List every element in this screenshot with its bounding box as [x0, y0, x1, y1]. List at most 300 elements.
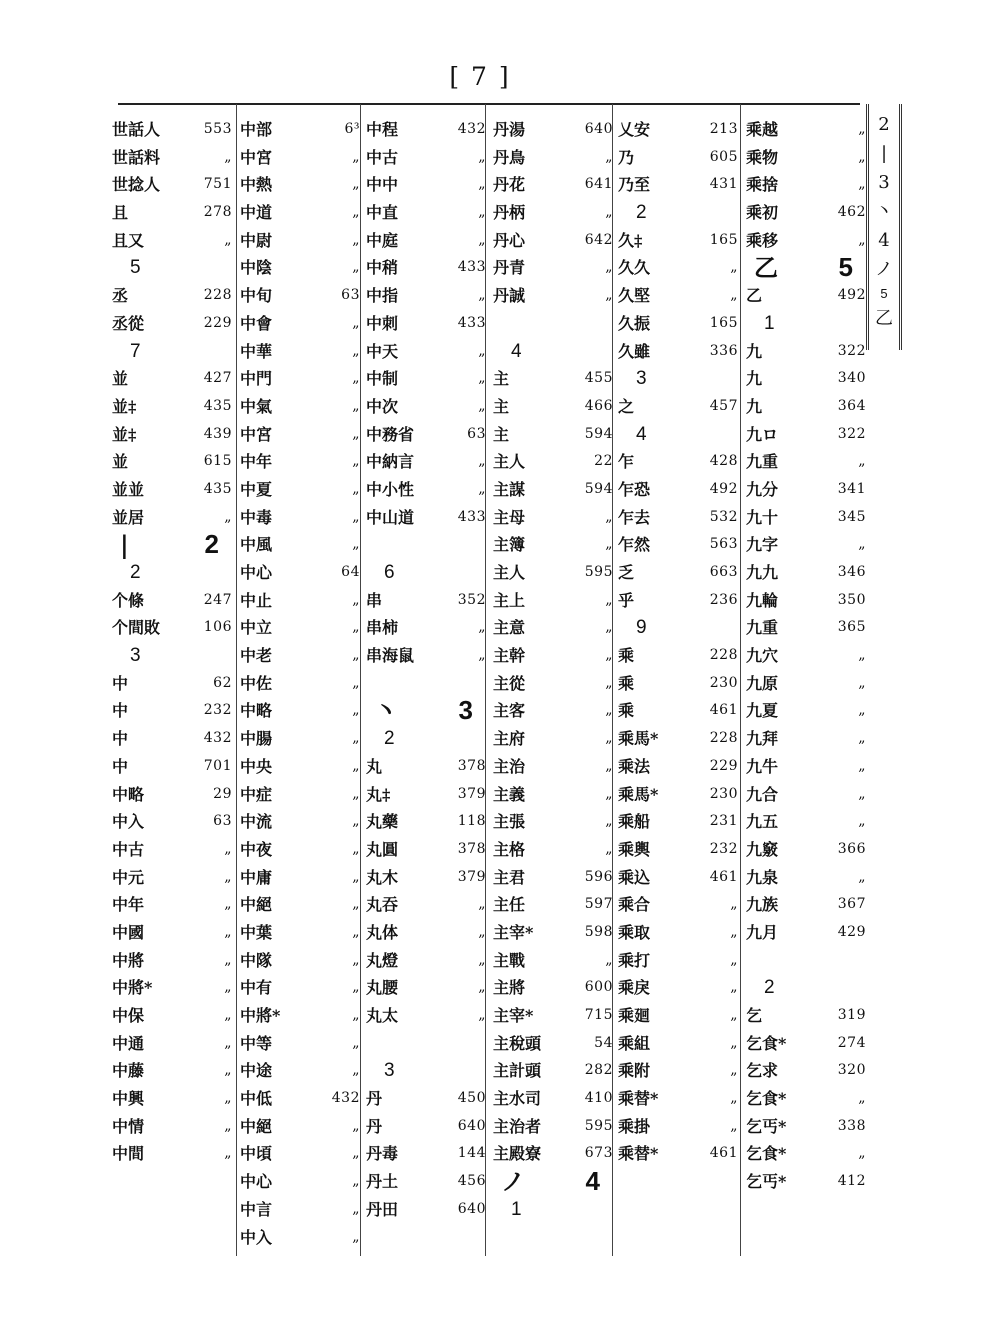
entry-word: 九族	[746, 895, 779, 915]
entry-word: 乘廻	[618, 1006, 651, 1025]
entry-page: „	[352, 1173, 360, 1190]
entry-page: „	[858, 231, 866, 248]
entry-page: 429	[837, 923, 866, 940]
entry-page: 228	[709, 647, 738, 664]
entry-page: 229	[203, 314, 232, 331]
entry-page: „	[352, 1034, 360, 1051]
entry-page: „	[224, 951, 232, 968]
entry-page: „	[352, 425, 360, 442]
entry-word: 九拜	[746, 729, 779, 749]
entry-word: 九分	[746, 479, 779, 499]
entry-page: 640	[457, 1200, 486, 1217]
entry-word: 个條	[112, 590, 145, 610]
entry-word: 中納言	[366, 452, 415, 472]
entry-word: 丹毒	[366, 1144, 399, 1164]
entry-word: 乞食*	[746, 1033, 787, 1053]
entry-word: 主將	[493, 978, 526, 998]
entry-word: 中情	[112, 1116, 145, 1136]
entry-page: 640	[457, 1117, 486, 1134]
entry-page: „	[478, 923, 486, 940]
entry-word: 中道	[240, 203, 273, 223]
entry-word: 乘附	[618, 1061, 651, 1081]
entry-word: 並	[112, 369, 129, 389]
entry-page: „	[352, 702, 360, 719]
entry-word: 之	[618, 396, 635, 416]
entry-word: 丹	[366, 1116, 383, 1136]
entry-page: 428	[709, 453, 738, 470]
entry-word: 丹柄	[493, 203, 526, 223]
entry-page: „	[605, 204, 613, 221]
entry-page: „	[605, 259, 613, 276]
side-index-item: 3	[878, 172, 890, 193]
entry-page: 615	[203, 453, 232, 470]
entry-word: 1	[511, 1198, 522, 1220]
entry-word: 乘打	[618, 950, 651, 970]
entry-word: 主人	[493, 452, 526, 472]
entry-word: 2	[130, 562, 141, 583]
entry-page: „	[730, 923, 738, 940]
entry-page: 144	[457, 1145, 486, 1162]
entry-word: 中毒	[240, 507, 273, 527]
entry-word: 2	[764, 977, 775, 999]
entry-word: 乘	[618, 701, 635, 721]
entry-word: 中夜	[240, 839, 273, 859]
entry-word: 主上	[493, 590, 526, 610]
entry-page: „	[730, 259, 738, 276]
entry-word: 主宰*	[493, 1006, 534, 1025]
entry-page: 435	[203, 480, 232, 497]
entry-word: 中宮	[240, 147, 273, 167]
entry-page: „	[858, 647, 866, 664]
entry-word: 中心	[240, 563, 273, 582]
entry-word: 中門	[240, 369, 273, 389]
entry-word: 乘合	[618, 895, 651, 915]
entry-page: 433	[457, 259, 486, 276]
entry-page: 320	[837, 1062, 866, 1079]
entry-word: 5	[130, 257, 141, 279]
entry-word: 中途	[240, 1061, 273, 1081]
entry-word: 主計頭	[493, 1061, 542, 1081]
entry-word: 主戰	[493, 950, 526, 970]
entry-word: 主人	[493, 563, 526, 582]
entry-word: 中藤	[112, 1061, 145, 1081]
entry-word: 中直	[366, 203, 399, 223]
entry-page: 54	[594, 1034, 613, 1051]
entry-word: 主格	[493, 839, 526, 859]
entry-word: 丸腰	[366, 978, 399, 998]
entry-page: 340	[837, 370, 866, 387]
entry-page: „	[730, 979, 738, 996]
entry-word: 中山道	[366, 507, 415, 527]
entry-word: 乘込	[618, 867, 651, 887]
entry-word: 主君	[493, 867, 526, 887]
entry-page: 247	[203, 591, 232, 608]
entry-word: 九十	[746, 507, 779, 527]
entry-word: 7	[130, 340, 141, 362]
entry-page: „	[352, 204, 360, 221]
entry-word: 九輪	[746, 590, 779, 610]
radical-index-tab	[866, 104, 902, 350]
entry-page: 365	[837, 619, 866, 636]
entry-page: 640	[584, 121, 613, 137]
entry-word: 乎	[618, 590, 635, 610]
entry-page: 461	[709, 1145, 738, 1162]
entry-page: „	[352, 370, 360, 387]
entry-page: 553	[203, 121, 232, 137]
entry-page: 595	[584, 564, 613, 580]
entry-word: 主治	[493, 756, 526, 776]
entry-word: 中會	[240, 313, 273, 333]
entry-word: 中絕	[240, 1116, 273, 1136]
entry-word: 6	[384, 562, 395, 583]
entry-page: 432	[331, 1090, 360, 1107]
entry-word: 且	[112, 203, 129, 223]
entry-word: 九合	[746, 784, 779, 804]
entry-word: 丸体	[366, 922, 399, 942]
entry-page: „	[224, 1145, 232, 1162]
entry-page: „	[352, 785, 360, 802]
entry-page: „	[224, 840, 232, 857]
side-index-item: 4	[878, 230, 890, 251]
entry-word: 中庭	[366, 230, 399, 250]
entry-word: 中程	[366, 120, 399, 139]
entry-word: 主治者	[493, 1116, 542, 1136]
entry-page: „	[858, 785, 866, 802]
entry-page: 439	[203, 425, 232, 442]
entry-page: 492	[709, 480, 738, 497]
entry-page: „	[352, 259, 360, 276]
entry-word: 丹田	[366, 1199, 399, 1219]
entry-word: 乍去	[618, 507, 651, 527]
entry-page: „	[352, 730, 360, 747]
entry-page: „	[352, 1062, 360, 1079]
entry-page: „	[352, 453, 360, 470]
entry-page: „	[352, 896, 360, 913]
entry-page: „	[858, 868, 866, 885]
side-index-item: 5	[880, 286, 888, 301]
entry-word: 乂安	[618, 120, 651, 139]
entry-word: 乘船	[618, 812, 651, 832]
entry-word: 丹心	[493, 230, 526, 250]
entry-word: 乘馬*	[618, 729, 659, 749]
entry-page: „	[730, 896, 738, 913]
radical-glyph: |	[120, 530, 129, 560]
entry-word: 丞從	[112, 313, 145, 333]
entry-word: 並‡	[112, 424, 137, 444]
entry-page: „	[605, 674, 613, 691]
entry-word: 丸太	[366, 1006, 399, 1025]
radical-glyph: ノ	[501, 1167, 525, 1197]
entry-word: 中興	[112, 1089, 145, 1109]
entry-page: „	[352, 619, 360, 636]
entry-page: „	[605, 148, 613, 165]
entry-page: 213	[709, 121, 738, 137]
entry-word: 中症	[240, 784, 273, 804]
entry-page: 345	[837, 508, 866, 525]
entry-page: „	[224, 923, 232, 940]
entry-word: 且又	[112, 230, 145, 250]
entry-page: „	[352, 1228, 360, 1245]
entry-page: 532	[709, 508, 738, 525]
entry-page: „	[224, 1034, 232, 1051]
entry-word: 主稅頭	[493, 1033, 542, 1053]
entry-word: 乘	[618, 673, 635, 693]
entry-page: „	[605, 702, 613, 719]
entry-word: 世話人	[112, 120, 161, 139]
entry-page: „	[605, 647, 613, 664]
entry-page: 165	[709, 231, 738, 248]
entry-word: 主張	[493, 812, 526, 832]
entry-page: „	[352, 647, 360, 664]
entry-word: 乘物	[746, 147, 779, 167]
entry-word: 中將*	[112, 978, 153, 998]
entry-word: 乘輿	[618, 839, 651, 859]
entry-word: 中部	[240, 120, 273, 139]
entry-word: 乘替*	[618, 1089, 659, 1109]
entry-word: 主宰*	[493, 922, 534, 942]
entry-page: 63	[341, 287, 360, 304]
side-index-item: 2	[878, 114, 890, 135]
entry-word: 世捻人	[112, 175, 161, 195]
entry-page: 641	[584, 176, 613, 193]
entry-page: „	[730, 1034, 738, 1051]
entry-page: „	[605, 951, 613, 968]
entry-word: 丸吞	[366, 895, 399, 915]
entry-word: 九竅	[746, 839, 779, 859]
entry-word: 主簿	[493, 535, 526, 555]
entry-word: 中庸	[240, 867, 273, 887]
entry-word: 主幹	[493, 646, 526, 666]
radical-glyph: 乙	[754, 253, 778, 283]
entry-word: 乞食*	[746, 1144, 787, 1164]
entry-page: „	[352, 923, 360, 940]
entry-word: 中天	[366, 341, 399, 361]
entry-word: 主	[493, 424, 510, 444]
entry-page: „	[352, 813, 360, 830]
entry-word: 主意	[493, 618, 526, 638]
entry-page: 63	[213, 813, 232, 830]
entry-page: „	[730, 951, 738, 968]
entry-word: 个間敗	[112, 618, 161, 638]
entry-page: 336	[709, 342, 738, 359]
entry-word: 主殿寮	[493, 1144, 542, 1164]
entry-page: „	[858, 730, 866, 747]
entry-page: 62	[213, 674, 232, 691]
entry-word: 3	[130, 645, 141, 667]
entry-page: „	[224, 868, 232, 885]
entry-word: 乘初	[746, 203, 779, 223]
entry-page: 232	[709, 840, 738, 857]
entry-page: „	[605, 287, 613, 304]
column-divider	[360, 104, 361, 1256]
entry-page: „	[352, 868, 360, 885]
entry-page: „	[605, 840, 613, 857]
entry-word: 主任	[493, 895, 526, 915]
entry-word: 中立	[240, 618, 273, 638]
entry-page: 232	[203, 702, 232, 719]
entry-page: 597	[584, 896, 613, 913]
entry-page: „	[858, 148, 866, 165]
entry-word: 久久	[618, 258, 651, 278]
entry-page: „	[605, 619, 613, 636]
entry-word: 乘戾	[618, 978, 651, 998]
entry-word: 3	[384, 1060, 395, 1082]
entry-word: 乍然	[618, 535, 651, 555]
entry-page: 338	[837, 1117, 866, 1134]
entry-word: 中稍	[366, 258, 399, 278]
entry-page: „	[224, 508, 232, 525]
radical-glyph: 丶	[374, 696, 398, 726]
entry-page: „	[224, 1117, 232, 1134]
entry-word: 主謀	[493, 479, 526, 499]
entry-page: 346	[837, 564, 866, 580]
entry-page: 427	[203, 370, 232, 387]
entry-word: 乘移	[746, 230, 779, 250]
radical-number: 5	[838, 252, 854, 283]
entry-word: 丹誠	[493, 286, 526, 306]
entry-word: 乞	[746, 1006, 763, 1025]
entry-page: „	[858, 702, 866, 719]
entry-page: „	[224, 896, 232, 913]
entry-page: 229	[709, 757, 738, 774]
entry-word: 主	[493, 369, 510, 389]
entry-word: 中止	[240, 590, 273, 610]
entry-page: 605	[709, 148, 738, 165]
entry-word: 中略	[112, 784, 145, 804]
radical-number: 4	[585, 1166, 601, 1197]
entry-word: 乘組	[618, 1033, 651, 1053]
entry-word: 丸圓	[366, 839, 399, 859]
entry-word: 九	[746, 396, 763, 416]
entry-word: 世話料	[112, 147, 161, 167]
entry-page: „	[478, 647, 486, 664]
entry-word: 1	[764, 312, 775, 334]
entry-word: 串	[366, 590, 383, 610]
entry-page: „	[352, 840, 360, 857]
entry-word: 乍恐	[618, 479, 651, 499]
entry-page: „	[478, 342, 486, 359]
entry-word: 中等	[240, 1033, 273, 1053]
entry-word: 中年	[112, 895, 145, 915]
entry-word: 丹湯	[493, 120, 526, 139]
entry-page: „	[224, 1090, 232, 1107]
entry-page: „	[478, 148, 486, 165]
entry-page: 106	[203, 619, 232, 636]
entry-page: „	[352, 536, 360, 553]
entry-word: 九字	[746, 535, 779, 555]
entry-page: 228	[203, 287, 232, 304]
page-number: [ 7 ]	[449, 62, 511, 91]
entry-page: 663	[709, 564, 738, 580]
entry-word: 乘掛	[618, 1116, 651, 1136]
entry-page: „	[352, 508, 360, 525]
entry-word: 中華	[240, 341, 273, 361]
entry-page: „	[224, 1007, 232, 1023]
entry-page: 466	[584, 397, 613, 414]
entry-word: 並居	[112, 507, 145, 527]
entry-page: 412	[837, 1173, 866, 1190]
entry-page: „	[478, 176, 486, 193]
entry-word: 串海鼠	[366, 646, 415, 666]
entry-word: 主義	[493, 784, 526, 804]
entry-word: 久振	[618, 313, 651, 333]
entry-page: 379	[457, 785, 486, 802]
entry-word: 中國	[112, 922, 145, 942]
entry-word: 主府	[493, 729, 526, 749]
entry-page: „	[605, 536, 613, 553]
entry-word: 中旬	[240, 286, 273, 306]
entry-word: 乞丐*	[746, 1172, 787, 1192]
entry-page: 450	[457, 1090, 486, 1107]
entry-word: 九ロ	[746, 424, 779, 444]
entry-word: 中小性	[366, 479, 415, 499]
entry-page: 598	[584, 923, 613, 940]
entry-word: 丞	[112, 286, 129, 306]
entry-page: „	[858, 1145, 866, 1162]
entry-page: „	[352, 148, 360, 165]
entry-page: „	[352, 979, 360, 996]
entry-word: 中頃	[240, 1144, 273, 1164]
entry-word: 中將	[112, 950, 145, 970]
entry-word: 中制	[366, 369, 399, 389]
entry-word: 丸	[366, 756, 383, 776]
entry-page: „	[858, 813, 866, 830]
entry-word: 乏	[618, 563, 635, 582]
entry-page: „	[730, 1062, 738, 1079]
entry-page: 322	[837, 342, 866, 359]
entry-page: „	[730, 1117, 738, 1134]
entry-page: „	[352, 674, 360, 691]
entry-page: 432	[203, 730, 232, 747]
entry-page: 352	[457, 591, 486, 608]
entry-page: 563	[709, 536, 738, 553]
entry-word: 九夏	[746, 701, 779, 721]
entry-word: 乃	[618, 147, 635, 167]
entry-word: 中心	[240, 1172, 273, 1192]
entry-page: 673	[584, 1145, 613, 1162]
entry-word: 中絕	[240, 895, 273, 915]
entry-word: 串柿	[366, 618, 399, 638]
entry-word: 乘越	[746, 120, 779, 139]
entry-page: 456	[457, 1173, 486, 1190]
entry-word: 九原	[746, 673, 779, 693]
top-rule	[118, 103, 860, 105]
entry-page: 751	[203, 176, 232, 193]
entry-word: 中	[112, 701, 129, 721]
entry-word: 九九	[746, 563, 779, 582]
entry-page: „	[352, 1145, 360, 1162]
entry-word: 乍	[618, 452, 635, 472]
entry-word: 中氣	[240, 396, 273, 416]
entry-page: 236	[709, 591, 738, 608]
entry-page: 378	[457, 757, 486, 774]
entry-page: „	[224, 148, 232, 165]
entry-word: 乘法	[618, 756, 651, 776]
entry-page: „	[478, 370, 486, 387]
entry-page: „	[352, 757, 360, 774]
entry-page: 228	[709, 730, 738, 747]
entry-word: 久雖	[618, 341, 651, 361]
entry-page: „	[352, 591, 360, 608]
entry-page: 366	[837, 840, 866, 857]
entry-word: 丹鳥	[493, 147, 526, 167]
entry-page: 364	[837, 397, 866, 414]
entry-word: 中將*	[240, 1006, 281, 1025]
entry-word: 乃至	[618, 175, 651, 195]
entry-page: 322	[837, 425, 866, 442]
side-index-item: 丶	[875, 201, 893, 222]
entry-word: 中熱	[240, 175, 273, 195]
